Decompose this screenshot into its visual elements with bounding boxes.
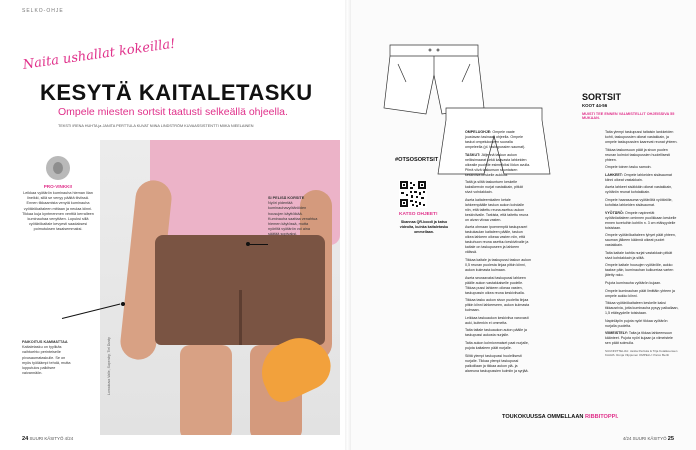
instructions-column-2 [605,130,679,357]
left-folio: 24 SUURI KÄSITYÖ 4/24 [22,436,74,442]
pattern-title: SORTSIT [582,92,622,102]
instruction-paragraph: Ompele haarasauma vyötäröltä vyötärölle, kohdista lahkeiden sisäsaumat. [605,197,673,207]
pro-tip-heading: PRO-VINKKI! [43,184,73,189]
pattern-sizes: KOOT 44-56 [582,103,608,108]
callout-pocket-text: Kaitaletasku on tyylikäs vaihtoehto perinteiselle pivusaumataskulle. Se on myös työläämpi tehdä, mutta lopputulos palkitsee vaivannäön. [22,345,71,376]
instruction-paragraph: Taita kaitale kahtia nurjat vastakkain pitkät sivut kohdakkain ja silitä. [605,250,673,260]
qr-text: Skannaa QR-koodi ja katso videolta, kuinka kaitaletasku ommellaan. [399,220,449,234]
callout-drawstring [268,196,320,238]
instruction-paragraph: Napinläpiin pujota nyöri tikkaa vyötärön nurjalla puolelta. [605,318,668,328]
instruction-paragraph: Tikkaa tasku aukon sivun puolelta linjaa pitkin kiinni lahkeeseen, aukon kulmasta kulmaan. [465,298,530,313]
spread-gutter [345,0,351,450]
callout-drawstring-title: SI PELISÄ KORSITE [268,196,305,200]
instruction-paragraph: LAHKEET: Ompele lahkeiden sisäsaumat kiinni oikeat vastakkain. [605,172,672,182]
qr-code[interactable] [399,180,427,208]
pattern-header [582,92,682,120]
callout-dot [121,302,125,306]
photo-credit: Lomakuva Valle, Superdry, Tiel Dusty [107,337,111,395]
pro-tip-text: Leikkaa vyötärön kuminauha hieman liian lineikki, sillä se venyy pääitä tiiviissä. Ennen tikkaamista venytä kuminauha vyötärökaitaleen mittaan ja neulaa kiinni. Tikkaa kuja kyntmenmen venttiä kerralleen kuminauhaa venyttäen. Lopuksi sillä vyötärökaitale kevyesti saadaksesi poimutuksen tasaisemmaksi. [22,191,94,232]
hashtag: #OTSOSORTSIT [395,157,439,163]
instruction-paragraph: Ompele kuminauhan päät limittäin yhteen ja ompele aukko kiinni. [605,288,675,298]
instruction-paragraph: Aseta ohmaan ipoenemptä taskupuseri taskukaulan kaitaleen päälle, taskun oikea lahkeen oikeaa vasten niin, että taskuhuon reuna asettuu keskiviivalle ja kaitale on taskupuseen ja lahkeen välissä. [465,225,529,255]
article-subtitle: Ompele miesten sortsit taatusti selkeällä ohjeella. [58,106,288,118]
callout-pocket [22,340,74,376]
instruction-paragraph: Silitä ylempi taskupussi huolellisesti nurjalle. Tikkaa ylempi taskupussi paikoillaan ja tikkaa aukon ylä- ja alareuna taskupussien kulmiin ja syrjää. [465,353,529,373]
instruction-paragraph: Tikkaa taskunsuun päät ja sivun puolen reunan kolmiot taskupussien huolellisesti yhteen. [605,147,671,162]
instruction-paragraph: Ompele vyötärökaitaleen lyhyet päät yhteen, sauman jälkeen käännä oikeat puolet vastakkain. [605,233,676,248]
pattern-note: MUISTI TEE ENNEN VALMISTELLIT OHJEISSIVA 55 MUKAAN. [582,112,675,120]
instructions-column-1 [465,130,531,376]
callout-drawstring-text: Nyöri pidentää kuminauhavyötäröiden housujen käyttöikää. Kuminauha saattaa venahtua hiemen käytössä, mutta nyöriltä vyötärön voi aina säätää sopivaksi. [268,201,318,237]
instruction-paragraph: Aseta seuraavaksi taskupussi lahkeen päälle aukon vastakkaiselle puolelle. Tikkaa pussi lahkeen oikeaa vasten, taskupussin oikea reuna keskiviivalla. [465,275,526,295]
article-tagline: Naita ushallat kokeilla! [22,36,177,73]
article-title: KESYTÄ KAITALETASKU [40,80,313,105]
left-leg [180,345,232,435]
instruction-paragraph: Tikkaa vyötärökaitaleen keskelle kaksi tikkausrivia, jotta kuminauha pysyy paikallaan, 1,5 etäisyydelle toisistaan. [605,301,679,316]
callout-pocket-title: PAIKOITUS KAMMATTAA [22,340,68,344]
design-credits: SUUNNITTELIJA: Janita Perttula & Trija Kotalkoensen KAAVA: Ronja Vilppunen OMPELU: Parco Berlit [605,348,678,357]
next-issue-promo: TOUKOKUUSSA OMMELLAAN RIBBITOPPI. [502,414,619,420]
instruction-paragraph: VYÖTÄRÖ: Ompele napinreiät vyötäröaitaleen ominnen puolikkaan keskelle ennen tuvetuihin kohtiin n. 3 cm etäisyydelle toisistaan. [605,210,677,230]
right-page [348,0,696,450]
instruction-paragraph: OMPELUOHJE: Ompele vaate joustavan tasinaan ohjeella. Ompele taskut ompelukoneen suoralla ompeleella (pl. taskupussien saumat). [465,130,526,149]
instruction-paragraph: Leikkaa taskuaukon keskiviiva varovasti auki, kuitenkin ei ommelta. [465,315,529,325]
instruction-paragraph: VIIMEISTELY: Taita ja tikkaa lahkeensuun käänteet. Pujota nyöri kujaan ja viimeistele sen päät solmulla. [605,331,673,346]
author-avatar [46,156,70,180]
instruction-paragraph: Tikkaa kaitale ja taskupussi taskun aukon 0,5 reunan puolesta linjaa pitkin kiinni, aukon kulmasta kulmaan. [465,257,531,272]
instruction-paragraph: Ompele toinen tasku samoin. [605,165,652,170]
pro-tip-box [22,156,94,233]
instruction-paragraph: Aseta kaitaleemkaiten ketale lahkeenpäälle taskun aukon kohdalle niin, että taitettu reuna asettuu aukon keskiviivalle. Tarkista, että taitettu reuna on aivan viivaa vasten. [465,197,529,222]
instruction-paragraph: Taita taitale taskuaukon auton päälle ja taskupussi aukosta nurjalle. [465,328,527,338]
qr-label: KATSO OHJEET! [399,212,438,217]
article-credits: TEKSTI IRENA HUHTA ja JANITA PERTTULA KUVAT NIINA LINDSTRÖM KUVAASSISTENTTI MIIKA NIEELAINEN [58,124,254,128]
section-label: SELKO-OHJE [22,8,64,14]
instruction-paragraph: Taita ylempi taskupussi taitaisin lankkeiden kohti, taskupussien oikeat vastakkain, ja ompele taskupussien kaarevat reunat yhteen. [605,130,678,144]
instruction-paragraph: Taita aukon kolmionmaiset paat nurjalle, pujota kaitaleen päät nurjalle. [465,340,529,350]
instruction-paragraph: Taitä ja silitä taskuntuen keskelle kaksikerroin nurjat vastakkain, pitkät sivut vohdakkain. [465,180,523,195]
instruction-paragraph: Pujota kuminauha vyötärön kujaan. [605,280,662,285]
instruction-paragraph: Ompele kaitale housujen vyötärölle, aukko taakse päin, kuminauhan kulkureiaa varten jätetty rako. [605,263,674,278]
right-folio: 4/24 SUURI KÄSITYÖ 25 [622,436,674,442]
model-photo [100,140,340,435]
callout-dot [246,242,250,246]
instruction-paragraph: TASKUT: Jäljennä taskun aukon neliksimaarat sekä kaavasta lahkeiden oikealle puolelle esimerkiksi liidun avulla. Piirrä viivä taskunson suuntaisen keskiviiva keskelle aukkoa. [465,152,531,177]
instruction-paragraph: Aseta lahkeet sisäkkäin oikeat vastakkain, vyötärön reunat kohdakkain. [605,185,673,195]
